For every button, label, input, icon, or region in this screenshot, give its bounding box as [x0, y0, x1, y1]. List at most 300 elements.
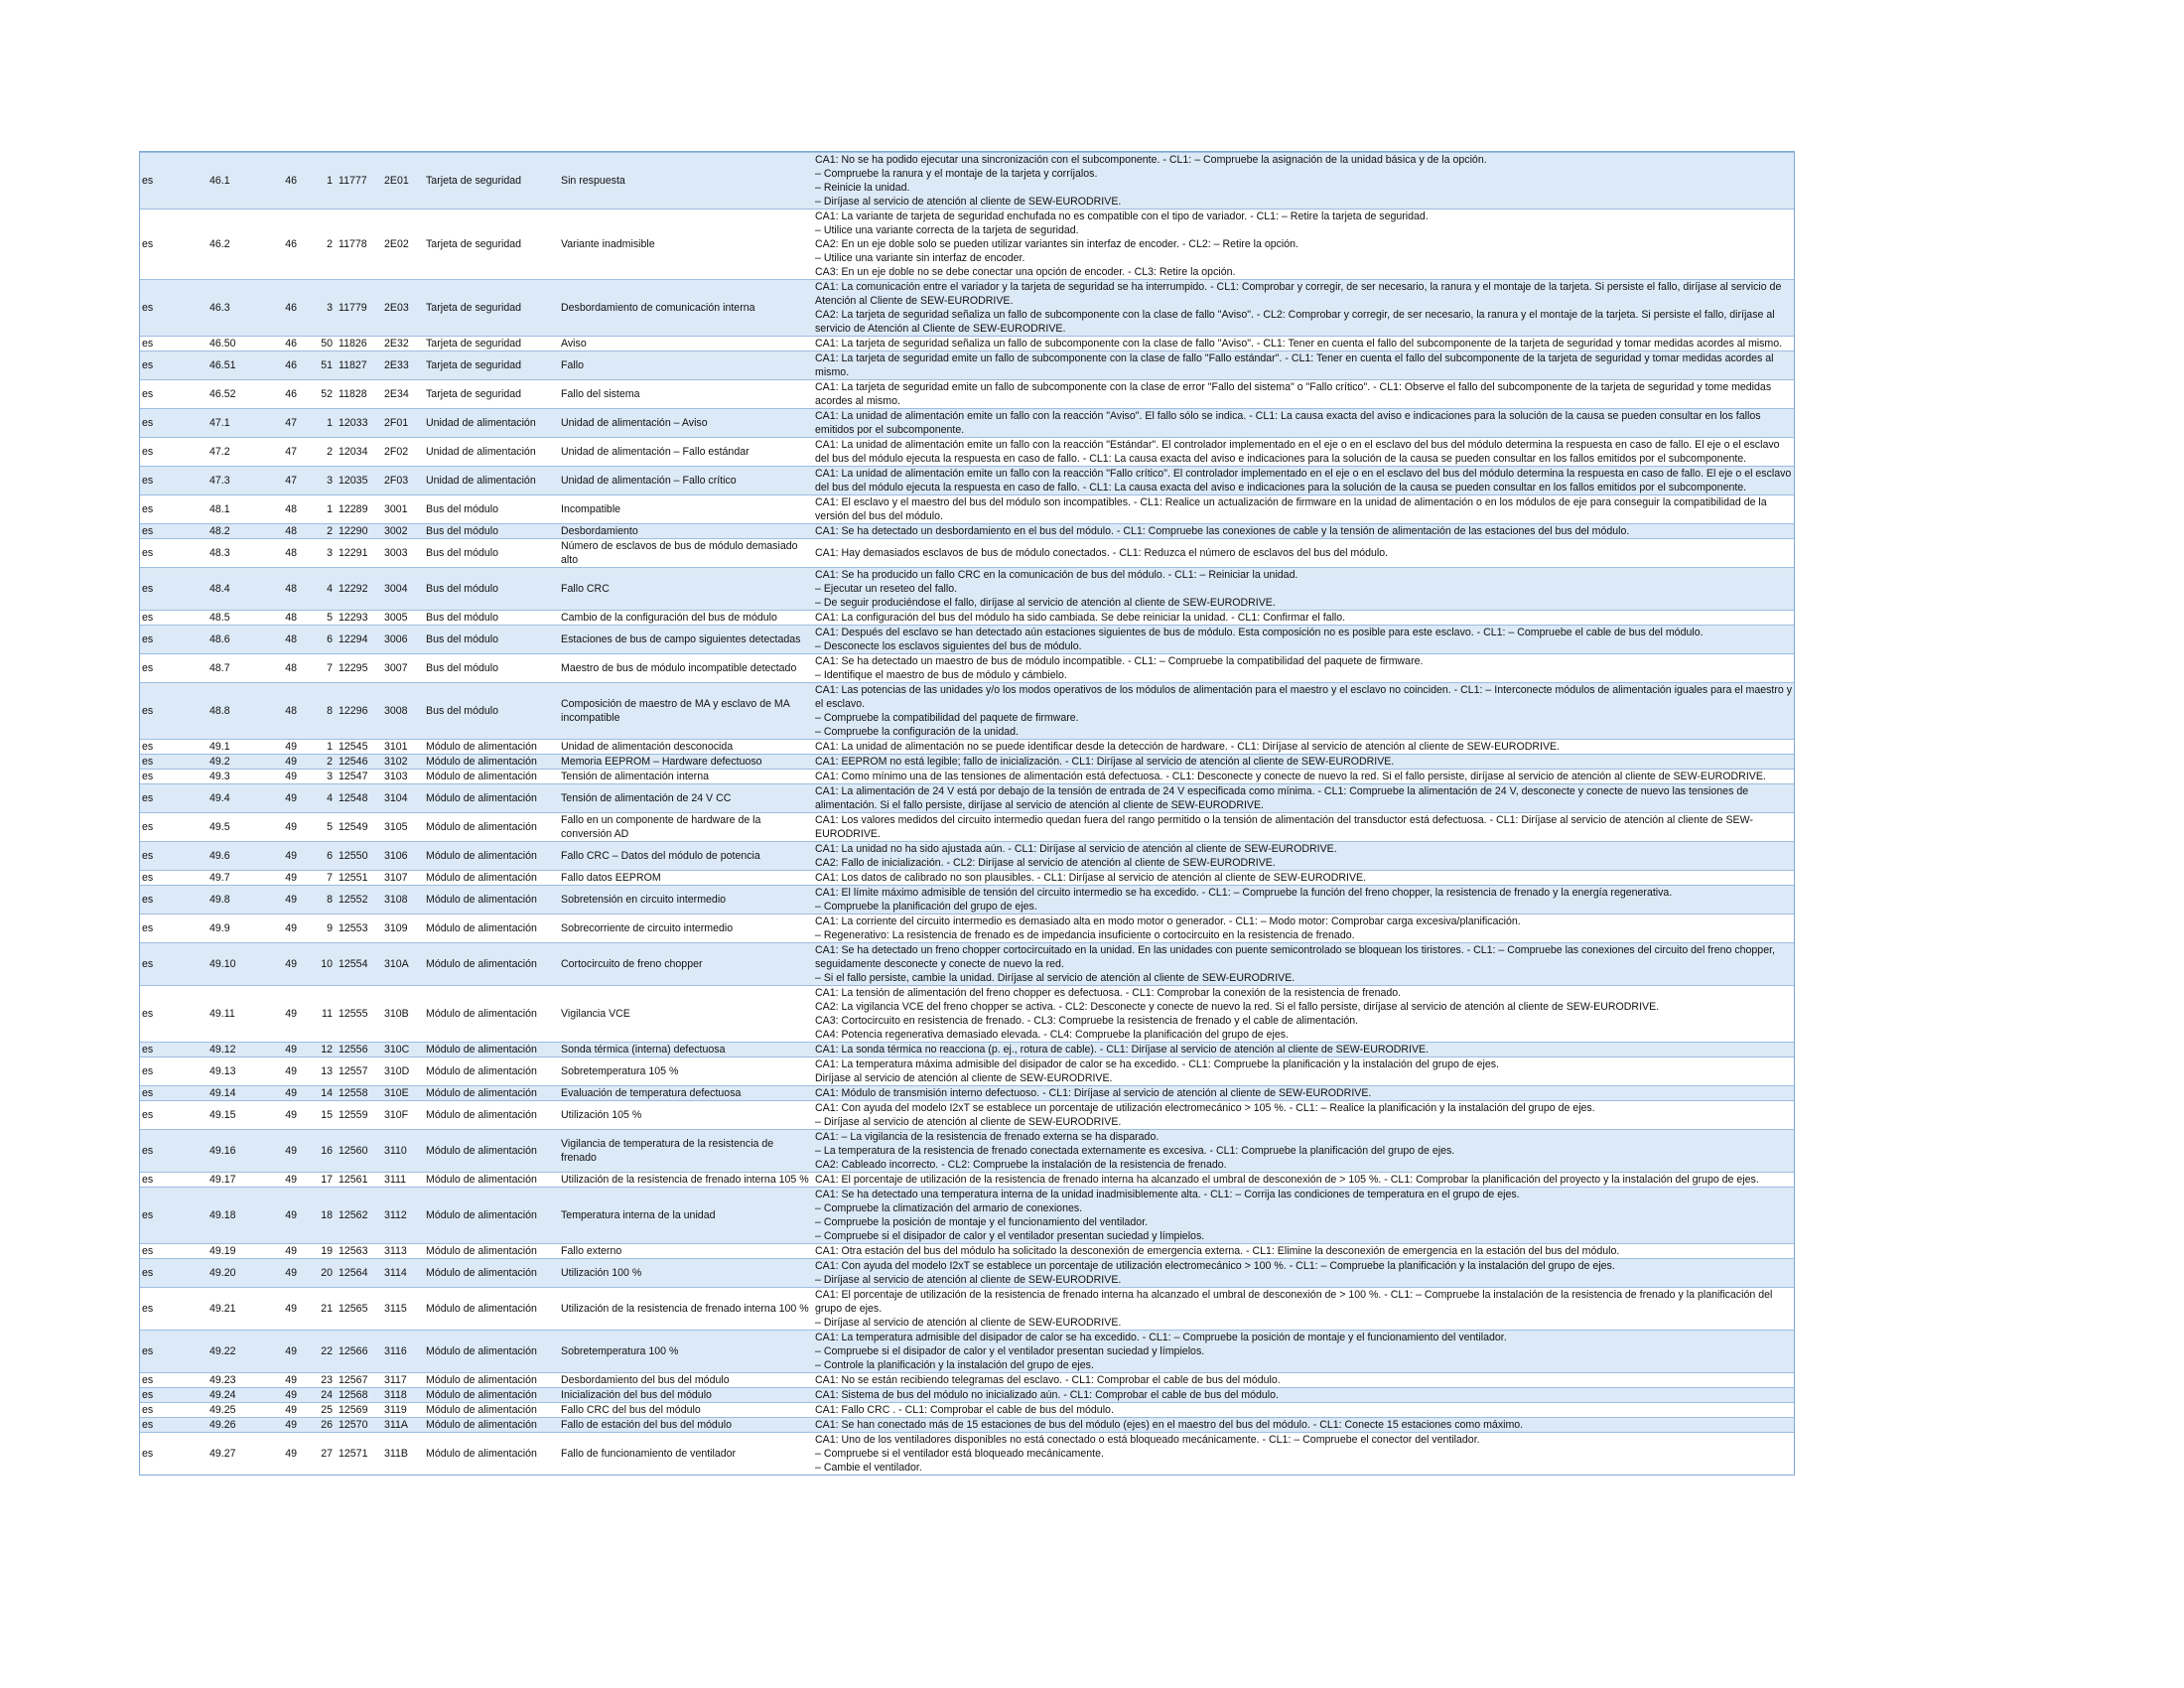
- hex-cell: 2E33: [382, 352, 424, 380]
- component-cell: Tarjeta de seguridad: [424, 352, 559, 380]
- language-cell: es: [140, 1173, 207, 1188]
- description-cell: CA1: Los valores medidos del circuito intermedio quedan fuera del rango permitido o la tensión de alimentación del transductor está defectuosa. - CL1: Diríjase al servicio de atención al cliente de SEW-EURODRIVE.: [813, 813, 1794, 842]
- fault-name-cell: Variante inadmisible: [559, 210, 813, 280]
- group-cell: 49: [257, 1086, 301, 1101]
- hex-cell: 3110: [382, 1130, 424, 1173]
- description-cell: CA1: La sonda térmica no reacciona (p. ej., rotura de cable). - CL1: Diríjase al servicio de atención al cliente de SEW-EURODRIVE.: [813, 1043, 1794, 1057]
- fault-name-cell: Fallo del sistema: [559, 380, 813, 409]
- id-cell: 11778: [337, 210, 382, 280]
- description-cell: CA1: EEPROM no está legible; fallo de inicialización. - CL1: Diríjase al servicio de atención al cliente de SEW-EURODRIVE.: [813, 755, 1794, 770]
- table-row: [140, 1373, 1794, 1388]
- description-cell: CA1: La tensión de alimentación del freno chopper es defectuosa. - CL1: Comprobar la conexión de la resistencia de frenado. CA2: La vigilancia VCE del freno chopper se activa. - CL2: Desconecte y conecte de nuevo la red. Si el fallo persiste, diríjase al servicio de atención al cliente de SEW-EURODRIVE. CA3: Cortocircuito en resistencia de frenado. - CL3: Compruebe la resistencia de frenado y el cable de alimentación. CA4: Potencia regenerativa demasiado elevada. - CL4: Compruebe la planificación del grupo de ejes.: [813, 986, 1794, 1043]
- group-cell: 48: [257, 495, 301, 524]
- hex-cell: 3001: [382, 495, 424, 524]
- component-cell: Bus del módulo: [424, 611, 559, 626]
- group-cell: 49: [257, 986, 301, 1043]
- fault-code-cell: 46.2: [207, 210, 257, 280]
- description-cell: CA1: Otra estación del bus del módulo ha solicitado la desconexión de emergencia externa. - CL1: Elimine la desconexión de emergencia en la estación del bus del módulo.: [813, 1244, 1794, 1259]
- fault-code-cell: 49.26: [207, 1418, 257, 1433]
- group-cell: 49: [257, 1331, 301, 1373]
- language-cell: es: [140, 770, 207, 784]
- id-cell: 12559: [337, 1101, 382, 1130]
- fault-code-cell: 49.18: [207, 1188, 257, 1244]
- hex-cell: 3008: [382, 683, 424, 740]
- subcode-cell: 52: [301, 380, 337, 409]
- fault-code-cell: 49.7: [207, 871, 257, 886]
- fault-name-cell: Cambio de la configuración del bus de módulo: [559, 611, 813, 626]
- fault-name-cell: Evaluación de temperatura defectuosa: [559, 1086, 813, 1101]
- language-cell: es: [140, 1403, 207, 1418]
- fault-name-cell: Desbordamiento de comunicación interna: [559, 280, 813, 337]
- id-cell: 12569: [337, 1403, 382, 1418]
- fault-code-cell: 46.1: [207, 153, 257, 210]
- hex-cell: 310F: [382, 1101, 424, 1130]
- group-cell: 46: [257, 210, 301, 280]
- component-cell: Tarjeta de seguridad: [424, 380, 559, 409]
- fault-name-cell: Fallo de funcionamiento de ventilador: [559, 1433, 813, 1476]
- component-cell: Módulo de alimentación: [424, 1188, 559, 1244]
- fault-code-cell: 49.23: [207, 1373, 257, 1388]
- description-cell: CA1: La unidad no ha sido ajustada aún. - CL1: Diríjase al servicio de atención al cliente de SEW-EURODRIVE. CA2: Fallo de inicialización. - CL2: Diríjase al servicio de atención al cliente de SEW-EURODRIVE.: [813, 842, 1794, 871]
- component-cell: Unidad de alimentación: [424, 467, 559, 495]
- description-cell: CA1: Se ha detectado un maestro de bus de módulo incompatible. - CL1: – Compruebe la compatibilidad del paquete de firmware. – Identifique el maestro de bus de módulo y cámbielo.: [813, 654, 1794, 683]
- subcode-cell: 1: [301, 495, 337, 524]
- fault-code-cell: 49.13: [207, 1057, 257, 1086]
- fault-code-cell: 49.6: [207, 842, 257, 871]
- hex-cell: 3102: [382, 755, 424, 770]
- subcode-cell: 7: [301, 871, 337, 886]
- hex-cell: 3106: [382, 842, 424, 871]
- fault-code-cell: 49.12: [207, 1043, 257, 1057]
- fault-code-cell: 48.2: [207, 524, 257, 539]
- description-cell: CA1: El esclavo y el maestro del bus del módulo son incompatibles. - CL1: Realice un actualización de firmware en la unidad de alimentación o en los módulos de eje para conseguir la compatibilidad de la versión del bus del módulo.: [813, 495, 1794, 524]
- id-cell: 11826: [337, 337, 382, 352]
- id-cell: 12033: [337, 409, 382, 438]
- hex-cell: 2E02: [382, 210, 424, 280]
- component-cell: Bus del módulo: [424, 539, 559, 568]
- fault-code-cell: 49.10: [207, 943, 257, 986]
- fault-code-cell: 47.1: [207, 409, 257, 438]
- hex-cell: 3112: [382, 1188, 424, 1244]
- subcode-cell: 18: [301, 1188, 337, 1244]
- table-row: [140, 986, 1794, 1043]
- table-row: [140, 1086, 1794, 1101]
- fault-table-body: [140, 153, 1794, 1476]
- subcode-cell: 21: [301, 1288, 337, 1331]
- subcode-cell: 19: [301, 1244, 337, 1259]
- fault-name-cell: Sobretemperatura 100 %: [559, 1331, 813, 1373]
- component-cell: Módulo de alimentación: [424, 886, 559, 914]
- group-cell: 48: [257, 626, 301, 654]
- subcode-cell: 25: [301, 1403, 337, 1418]
- table-row: [140, 740, 1794, 755]
- component-cell: Bus del módulo: [424, 654, 559, 683]
- component-cell: Módulo de alimentación: [424, 914, 559, 943]
- language-cell: es: [140, 409, 207, 438]
- table-row: [140, 280, 1794, 337]
- id-cell: 12551: [337, 871, 382, 886]
- fault-name-cell: Utilización de la resistencia de frenado interna 100 %: [559, 1288, 813, 1331]
- hex-cell: 2E03: [382, 280, 424, 337]
- fault-code-cell: 49.24: [207, 1388, 257, 1403]
- group-cell: 49: [257, 1259, 301, 1288]
- table-row: [140, 409, 1794, 438]
- hex-cell: 3107: [382, 871, 424, 886]
- fault-name-cell: Sin respuesta: [559, 153, 813, 210]
- language-cell: es: [140, 842, 207, 871]
- fault-code-cell: 49.17: [207, 1173, 257, 1188]
- table-row: [140, 683, 1794, 740]
- fault-name-cell: Memoria EEPROM – Hardware defectuoso: [559, 755, 813, 770]
- component-cell: Módulo de alimentación: [424, 1173, 559, 1188]
- group-cell: 49: [257, 1403, 301, 1418]
- language-cell: es: [140, 611, 207, 626]
- fault-code-cell: 49.9: [207, 914, 257, 943]
- component-cell: Módulo de alimentación: [424, 1373, 559, 1388]
- description-cell: CA1: Uno de los ventiladores disponibles no está conectado o está bloqueado mecánicamente. - CL1: – Compruebe el conector del ventilador. – Compruebe si el ventilador está bloqueado mecánicamente. – Cambie el ventilador.: [813, 1433, 1794, 1476]
- fault-name-cell: Fallo en un componente de hardware de la conversión AD: [559, 813, 813, 842]
- description-cell: CA1: Se ha detectado un desbordamiento en el bus del módulo. - CL1: Compruebe las conexiones de cable y la tensión de alimentación de las estaciones del bus del módulo.: [813, 524, 1794, 539]
- fault-code-cell: 49.1: [207, 740, 257, 755]
- subcode-cell: 14: [301, 1086, 337, 1101]
- fault-code-cell: 49.4: [207, 784, 257, 813]
- hex-cell: 3005: [382, 611, 424, 626]
- language-cell: es: [140, 1130, 207, 1173]
- subcode-cell: 26: [301, 1418, 337, 1433]
- fault-name-cell: Incompatible: [559, 495, 813, 524]
- component-cell: Bus del módulo: [424, 683, 559, 740]
- language-cell: es: [140, 914, 207, 943]
- table-row: [140, 1259, 1794, 1288]
- component-cell: Módulo de alimentación: [424, 1130, 559, 1173]
- id-cell: 12567: [337, 1373, 382, 1388]
- hex-cell: 2E32: [382, 337, 424, 352]
- language-cell: es: [140, 986, 207, 1043]
- id-cell: 11828: [337, 380, 382, 409]
- table-row: [140, 1433, 1794, 1476]
- description-cell: CA1: Con ayuda del modelo I2xT se establece un porcentaje de utilización electromecánico > 100 %. - CL1: – Compruebe la planificación y la instalación del grupo de ejes. – Diríjase al servicio de atención al cliente de SEW-EURODRIVE.: [813, 1259, 1794, 1288]
- id-cell: 12546: [337, 755, 382, 770]
- id-cell: 12557: [337, 1057, 382, 1086]
- component-cell: Bus del módulo: [424, 568, 559, 611]
- fault-name-cell: Desbordamiento del bus del módulo: [559, 1373, 813, 1388]
- table-row: [140, 1331, 1794, 1373]
- group-cell: 49: [257, 755, 301, 770]
- id-cell: 12035: [337, 467, 382, 495]
- group-cell: 49: [257, 1130, 301, 1173]
- description-cell: CA1: El porcentaje de utilización de la resistencia de frenado interna ha alcanzado el umbral de desconexión de > 100 %. - CL1: – Compruebe la instalación de la resistencia de frenado y la planificación del grupo de ejes. – Diríjase al servicio de atención al cliente de SEW-EURODRIVE.: [813, 1288, 1794, 1331]
- hex-cell: 3109: [382, 914, 424, 943]
- fault-name-cell: Unidad de alimentación desconocida: [559, 740, 813, 755]
- group-cell: 48: [257, 654, 301, 683]
- group-cell: 48: [257, 611, 301, 626]
- id-cell: 12289: [337, 495, 382, 524]
- component-cell: Módulo de alimentación: [424, 770, 559, 784]
- component-cell: Bus del módulo: [424, 626, 559, 654]
- table-row: [140, 524, 1794, 539]
- description-cell: CA1: Módulo de transmisión interno defectuoso. - CL1: Diríjase al servicio de atención al cliente de SEW-EURODRIVE.: [813, 1086, 1794, 1101]
- component-cell: Módulo de alimentación: [424, 1057, 559, 1086]
- fault-name-cell: Aviso: [559, 337, 813, 352]
- table-row: [140, 1388, 1794, 1403]
- component-cell: Módulo de alimentación: [424, 740, 559, 755]
- fault-table: [139, 151, 1795, 1476]
- fault-name-cell: Unidad de alimentación – Aviso: [559, 409, 813, 438]
- id-cell: 12034: [337, 438, 382, 467]
- description-cell: CA1: La comunicación entre el variador y la tarjeta de seguridad se ha interrumpido. - CL1: Comprobar y corregir, de ser necesario, la ranura y el montaje de la tarjeta. Si persiste el fallo, diríjase al servicio de Atención al Cliente de SEW-EURODRIVE. CA2: La tarjeta de seguridad señaliza un fallo de subcomponente con la clase de fallo "Aviso". - CL2: Comprobar y corregir, de ser necesario, la ranura y el montaje de la tarjeta. Si persiste el fallo, diríjase al servicio de Atención al Cliente de SEW-EURODRIVE.: [813, 280, 1794, 337]
- table-row: [140, 1173, 1794, 1188]
- subcode-cell: 17: [301, 1173, 337, 1188]
- component-cell: Módulo de alimentación: [424, 1244, 559, 1259]
- fault-code-cell: 47.2: [207, 438, 257, 467]
- language-cell: es: [140, 280, 207, 337]
- description-cell: CA1: No se están recibiendo telegramas del esclavo. - CL1: Comprobar el cable de bus del módulo.: [813, 1373, 1794, 1388]
- table-row: [140, 153, 1794, 210]
- table-row: [140, 1288, 1794, 1331]
- fault-code-cell: 49.19: [207, 1244, 257, 1259]
- subcode-cell: 2: [301, 210, 337, 280]
- description-cell: CA1: El límite máximo admisible de tensión del circuito intermedio se ha excedido. - CL1: – Compruebe la función del freno chopper, la resistencia de frenado y la energía regenerativa. – Compruebe la planificación del grupo de ejes.: [813, 886, 1794, 914]
- subcode-cell: 23: [301, 1373, 337, 1388]
- table-row: [140, 539, 1794, 568]
- description-cell: CA1: Después del esclavo se han detectado aún estaciones siguientes de bus de módulo. Esta composición no es posible para este esclavo. - CL1: – Compruebe el cable de bus del módulo. – Desconecte los esclavos siguientes del bus de módulo.: [813, 626, 1794, 654]
- subcode-cell: 13: [301, 1057, 337, 1086]
- id-cell: 12564: [337, 1259, 382, 1288]
- fault-name-cell: Tensión de alimentación interna: [559, 770, 813, 784]
- id-cell: 12548: [337, 784, 382, 813]
- table-row: [140, 770, 1794, 784]
- description-cell: CA1: Con ayuda del modelo I2xT se establece un porcentaje de utilización electromecánico > 105 %. - CL1: – Realice la planificación y la instalación del grupo de ejes. – Diríjase al servicio de atención al cliente de SEW-EURODRIVE.: [813, 1101, 1794, 1130]
- component-cell: Módulo de alimentación: [424, 943, 559, 986]
- hex-cell: 3002: [382, 524, 424, 539]
- component-cell: Tarjeta de seguridad: [424, 210, 559, 280]
- fault-name-cell: Unidad de alimentación – Fallo estándar: [559, 438, 813, 467]
- fault-name-cell: Unidad de alimentación – Fallo crítico: [559, 467, 813, 495]
- description-cell: CA1: Se ha detectado una temperatura interna de la unidad inadmisiblemente alta. - CL1: – Corrija las condiciones de temperatura en el grupo de ejes. – Compruebe la climatización del armario de conexiones. – Compruebe la posición de montaje y el funcionamiento del ventilador. – Compruebe si el disipador de calor y el ventilador presentan suciedad y límpielos.: [813, 1188, 1794, 1244]
- fault-code-cell: 49.25: [207, 1403, 257, 1418]
- language-cell: es: [140, 1373, 207, 1388]
- id-cell: 12553: [337, 914, 382, 943]
- fault-name-cell: Vigilancia VCE: [559, 986, 813, 1043]
- component-cell: Tarjeta de seguridad: [424, 280, 559, 337]
- subcode-cell: 1: [301, 409, 337, 438]
- language-cell: es: [140, 1388, 207, 1403]
- language-cell: es: [140, 1433, 207, 1476]
- language-cell: es: [140, 683, 207, 740]
- language-cell: es: [140, 539, 207, 568]
- fault-code-cell: 49.11: [207, 986, 257, 1043]
- component-cell: Bus del módulo: [424, 495, 559, 524]
- fault-code-cell: 46.51: [207, 352, 257, 380]
- subcode-cell: 8: [301, 683, 337, 740]
- table-row: [140, 210, 1794, 280]
- language-cell: es: [140, 467, 207, 495]
- fault-code-cell: 48.5: [207, 611, 257, 626]
- id-cell: 12558: [337, 1086, 382, 1101]
- fault-name-cell: Fallo: [559, 352, 813, 380]
- subcode-cell: 51: [301, 352, 337, 380]
- group-cell: 49: [257, 914, 301, 943]
- fault-name-cell: Estaciones de bus de campo siguientes detectadas: [559, 626, 813, 654]
- table-row: [140, 380, 1794, 409]
- fault-name-cell: Sobretensión en circuito intermedio: [559, 886, 813, 914]
- component-cell: Módulo de alimentación: [424, 1403, 559, 1418]
- table-row: [140, 1043, 1794, 1057]
- group-cell: 49: [257, 842, 301, 871]
- group-cell: 49: [257, 770, 301, 784]
- fault-code-cell: 48.4: [207, 568, 257, 611]
- group-cell: 49: [257, 1418, 301, 1433]
- description-cell: CA1: Se han conectado más de 15 estaciones de bus del módulo (ejes) en el maestro del bus del módulo. - CL1: Conecte 15 estaciones como máximo.: [813, 1418, 1794, 1433]
- subcode-cell: 15: [301, 1101, 337, 1130]
- table-row: [140, 842, 1794, 871]
- group-cell: 49: [257, 740, 301, 755]
- fault-name-cell: Fallo datos EEPROM: [559, 871, 813, 886]
- hex-cell: 3118: [382, 1388, 424, 1403]
- subcode-cell: 6: [301, 842, 337, 871]
- id-cell: 12547: [337, 770, 382, 784]
- description-cell: CA1: La configuración del bus del módulo ha sido cambiada. Se debe reiniciar la unidad. - CL1: Confirmar el fallo.: [813, 611, 1794, 626]
- fault-name-cell: Sobrecorriente de circuito intermedio: [559, 914, 813, 943]
- language-cell: es: [140, 1101, 207, 1130]
- description-cell: CA1: La tarjeta de seguridad emite un fallo de subcomponente con la clase de error "Fallo del sistema" o "Fallo crítico". - CL1: Observe el fallo del subcomponente de la tarjeta de seguridad y tome medidas acordes al mismo.: [813, 380, 1794, 409]
- language-cell: es: [140, 871, 207, 886]
- fault-code-cell: 49.21: [207, 1288, 257, 1331]
- hex-cell: 2F01: [382, 409, 424, 438]
- subcode-cell: 9: [301, 914, 337, 943]
- group-cell: 46: [257, 352, 301, 380]
- language-cell: es: [140, 524, 207, 539]
- hex-cell: 3105: [382, 813, 424, 842]
- subcode-cell: 2: [301, 524, 337, 539]
- id-cell: 12555: [337, 986, 382, 1043]
- fault-name-cell: Fallo CRC – Datos del módulo de potencia: [559, 842, 813, 871]
- hex-cell: 311B: [382, 1433, 424, 1476]
- fault-code-cell: 49.8: [207, 886, 257, 914]
- fault-code-cell: 48.3: [207, 539, 257, 568]
- component-cell: Módulo de alimentación: [424, 813, 559, 842]
- subcode-cell: 16: [301, 1130, 337, 1173]
- id-cell: 12570: [337, 1418, 382, 1433]
- table-row: [140, 1244, 1794, 1259]
- group-cell: 47: [257, 438, 301, 467]
- id-cell: 12552: [337, 886, 382, 914]
- language-cell: es: [140, 784, 207, 813]
- group-cell: 48: [257, 683, 301, 740]
- table-row: [140, 1057, 1794, 1086]
- id-cell: 12554: [337, 943, 382, 986]
- component-cell: Módulo de alimentación: [424, 842, 559, 871]
- fault-code-cell: 49.3: [207, 770, 257, 784]
- subcode-cell: 1: [301, 153, 337, 210]
- fault-name-cell: Vigilancia de temperatura de la resistencia de frenado: [559, 1130, 813, 1173]
- description-cell: CA1: Se ha detectado un freno chopper cortocircuitado en la unidad. En las unidades con puente semicontrolado se bloquean los tiristores. - CL1: – Compruebe las conexiones del circuito del freno chopper, seguidamente desconecte y conecte de nuevo la red. – Si el fallo persiste, cambie la unidad. Diríjase al servicio de atención al cliente de SEW-EURODRIVE.: [813, 943, 1794, 986]
- table-row: [140, 784, 1794, 813]
- table-row: [140, 886, 1794, 914]
- fault-code-cell: 46.52: [207, 380, 257, 409]
- fault-code-cell: 49.2: [207, 755, 257, 770]
- language-cell: es: [140, 755, 207, 770]
- fault-code-cell: 48.7: [207, 654, 257, 683]
- fault-code-cell: 48.8: [207, 683, 257, 740]
- fault-name-cell: Fallo CRC del bus del módulo: [559, 1403, 813, 1418]
- table-row: [140, 568, 1794, 611]
- table-row: [140, 611, 1794, 626]
- fault-name-cell: Utilización 100 %: [559, 1259, 813, 1288]
- hex-cell: 3111: [382, 1173, 424, 1188]
- id-cell: 12296: [337, 683, 382, 740]
- component-cell: Módulo de alimentación: [424, 1086, 559, 1101]
- fault-name-cell: Fallo CRC: [559, 568, 813, 611]
- id-cell: 12560: [337, 1130, 382, 1173]
- description-cell: CA1: La temperatura máxima admisible del disipador de calor se ha excedido. - CL1: Compruebe la planificación y la instalación del grupo de ejes. Diríjase al servicio de atención al cliente de SEW-EURODRIVE.: [813, 1057, 1794, 1086]
- description-cell: CA1: No se ha podido ejecutar una sincronización con el subcomponente. - CL1: – Compruebe la asignación de la unidad básica y de la opción. – Compruebe la ranura y el montaje de la tarjeta y corríjalos. – Reinicie la unidad. – Diríjase al servicio de atención al cliente de SEW-EURODRIVE.: [813, 153, 1794, 210]
- subcode-cell: 3: [301, 539, 337, 568]
- description-cell: CA1: La alimentación de 24 V está por debajo de la tensión de entrada de 24 V especificada como mínima. - CL1: Compruebe la alimentación de 24 V, desconecte y conecte de nuevo las tensiones de alimentación. Si el fallo persiste, diríjase al servicio de atención al cliente de SEW-EURODRIVE.: [813, 784, 1794, 813]
- table-row: [140, 813, 1794, 842]
- table-row: [140, 1418, 1794, 1433]
- hex-cell: 310B: [382, 986, 424, 1043]
- component-cell: Módulo de alimentación: [424, 1388, 559, 1403]
- id-cell: 12565: [337, 1288, 382, 1331]
- fault-name-cell: Desbordamiento: [559, 524, 813, 539]
- language-cell: es: [140, 210, 207, 280]
- hex-cell: 2F03: [382, 467, 424, 495]
- subcode-cell: 11: [301, 986, 337, 1043]
- language-cell: es: [140, 1244, 207, 1259]
- fault-name-cell: Inicialización del bus del módulo: [559, 1388, 813, 1403]
- fault-code-cell: 49.5: [207, 813, 257, 842]
- table-row: [140, 352, 1794, 380]
- fault-code-cell: 47.3: [207, 467, 257, 495]
- subcode-cell: 3: [301, 467, 337, 495]
- subcode-cell: 2: [301, 755, 337, 770]
- id-cell: 11779: [337, 280, 382, 337]
- language-cell: es: [140, 153, 207, 210]
- component-cell: Unidad de alimentación: [424, 438, 559, 467]
- hex-cell: 3119: [382, 1403, 424, 1418]
- hex-cell: 3115: [382, 1288, 424, 1331]
- subcode-cell: 8: [301, 886, 337, 914]
- language-cell: es: [140, 1259, 207, 1288]
- id-cell: 12562: [337, 1188, 382, 1244]
- description-cell: CA1: La tarjeta de seguridad señaliza un fallo de subcomponente con la clase de fallo "Aviso". - CL1: Tener en cuenta el fallo del subcomponente de la tarjeta de seguridad y tomar medidas acordes al mismo.: [813, 337, 1794, 352]
- table-row: [140, 1403, 1794, 1418]
- component-cell: Módulo de alimentación: [424, 1331, 559, 1373]
- fault-code-cell: 48.1: [207, 495, 257, 524]
- description-cell: CA1: La variante de tarjeta de seguridad enchufada no es compatible con el tipo de variador. - CL1: – Retire la tarjeta de seguridad. – Utilice una variante correcta de la tarjeta de seguridad. CA2: En un eje doble solo se pueden utilizar variantes sin interfaz de encoder. - CL2: – Retire la opción. – Utilice una variante sin interfaz de encoder. CA3: En un eje doble no se debe conectar una opción de encoder. - CL3: Retire la opción.: [813, 210, 1794, 280]
- language-cell: es: [140, 943, 207, 986]
- component-cell: Unidad de alimentación: [424, 409, 559, 438]
- id-cell: 12549: [337, 813, 382, 842]
- language-cell: es: [140, 1418, 207, 1433]
- table-row: [140, 654, 1794, 683]
- component-cell: Módulo de alimentación: [424, 986, 559, 1043]
- fault-code-cell: 49.16: [207, 1130, 257, 1173]
- description-cell: CA1: Hay demasiados esclavos de bus de módulo conectados. - CL1: Reduzca el número de esclavos del bus del módulo.: [813, 539, 1794, 568]
- component-cell: Módulo de alimentación: [424, 784, 559, 813]
- subcode-cell: 24: [301, 1388, 337, 1403]
- id-cell: 12566: [337, 1331, 382, 1373]
- group-cell: 49: [257, 1043, 301, 1057]
- group-cell: 49: [257, 1244, 301, 1259]
- group-cell: 49: [257, 1173, 301, 1188]
- group-cell: 49: [257, 813, 301, 842]
- id-cell: 12291: [337, 539, 382, 568]
- group-cell: 49: [257, 886, 301, 914]
- fault-code-cell: 48.6: [207, 626, 257, 654]
- id-cell: 12293: [337, 611, 382, 626]
